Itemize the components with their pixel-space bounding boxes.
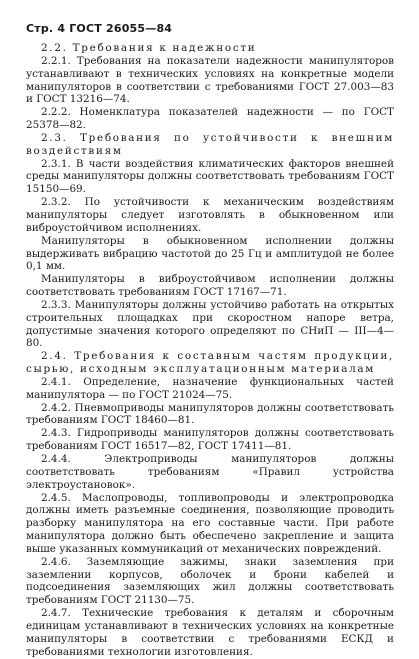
running-head: Стр. 4 ГОСТ 26055—84: [26, 22, 173, 35]
clause-2-2-2: 2.2.2. Номенклатура показателей надежности — по ГОСТ 25378—82.: [26, 106, 394, 132]
clause-2-3-1: 2.3.1. В части воздействия климатических факторов внешней среды манипуляторы должны соответствовать требованиям ГОСТ 15150—69.: [26, 157, 394, 196]
clause-2-3-2: 2.3.2. По устойчивости к механическим воздействиям манипуляторы следует изготовлять в обыкновенном или виброустойчивом исполнениях.: [26, 196, 394, 234]
clause-2-3-3: 2.3.3. Манипуляторы должны устойчиво работать на открытых строительных площадках при скоростном напоре ветра, допустимые значения которого определяют по СНиП — III—4—80.: [26, 298, 394, 350]
clause-2-4-2: 2.4.2. Пневмоприводы манипуляторов должны соответствовать требованиям ГОСТ 18460—81.: [26, 401, 394, 427]
clause-2-4-4: 2.4.4. Электроприводы манипуляторов должны соответствовать требованиям «Правил устройства электроустановок».: [26, 453, 394, 491]
clause-2-4-7: 2.4.7. Технические требования к деталям и сборочным единицам устанавливают в технических условиях на конкретные манипуляторы в соответствии с требованиями ЕСКД и требованиями технологии изготовления.: [26, 607, 394, 658]
section-heading-2-2: 2.2. Требования к надежности: [41, 42, 257, 54]
clause-2-3-2-vibration: Манипуляторы в виброустойчивом исполнении должны соответствовать требованиям ГОСТ 17167—71.: [26, 273, 394, 299]
section-heading-2-4: 2.4. Требования к составным частям продукции, сырью, исходным эксплуатационным материалам: [26, 350, 394, 376]
clause-2-4-1: 2.4.1. Определение, назначение функциональных частей манипулятора — по ГОСТ 21024—75.: [26, 375, 394, 401]
document-page: [26, 22, 394, 659]
clause-2-4-5: 2.4.5. Маслопроводы, топливопроводы и электропроводка должны иметь разъемные соединения, позволяющие проводить разборку манипулятора на его составные части. При работе манипулятора должно быть обеспечено закрепление и защита выше указанных коммуникаций от механических повреждений.: [26, 491, 394, 555]
clause-2-4-6: 2.4.6. Заземляющие зажимы, знаки заземления при заземлении корпусов, оболочек и брони кабелей и подсоединения заземляющих жил должны соответствовать требованиям ГОСТ 21130—75.: [26, 555, 394, 607]
clause-2-3-2-ordinary: Манипуляторы в обыкновенном исполнении должны выдерживать вибрацию частотой до 25 Гц и амплитудой не более 0,1 мм.: [26, 234, 394, 273]
section-heading-2-3: 2.3. Требования по устойчивости к внешним воздействиям: [26, 131, 394, 157]
clause-2-2-1: 2.2.1. Требования на показатели надежности манипуляторов устанавливают в технических условиях на конкретные модели манипуляторов в соответствии с требованиями ГОСТ 27.003—83 и ГОСТ 13216—74.: [26, 54, 394, 106]
clause-2-4-3: 2.4.3. Гидроприводы манипуляторов должны соответствовать требованиям ГОСТ 16517—82, ГОСТ 17411—81.: [26, 427, 394, 453]
